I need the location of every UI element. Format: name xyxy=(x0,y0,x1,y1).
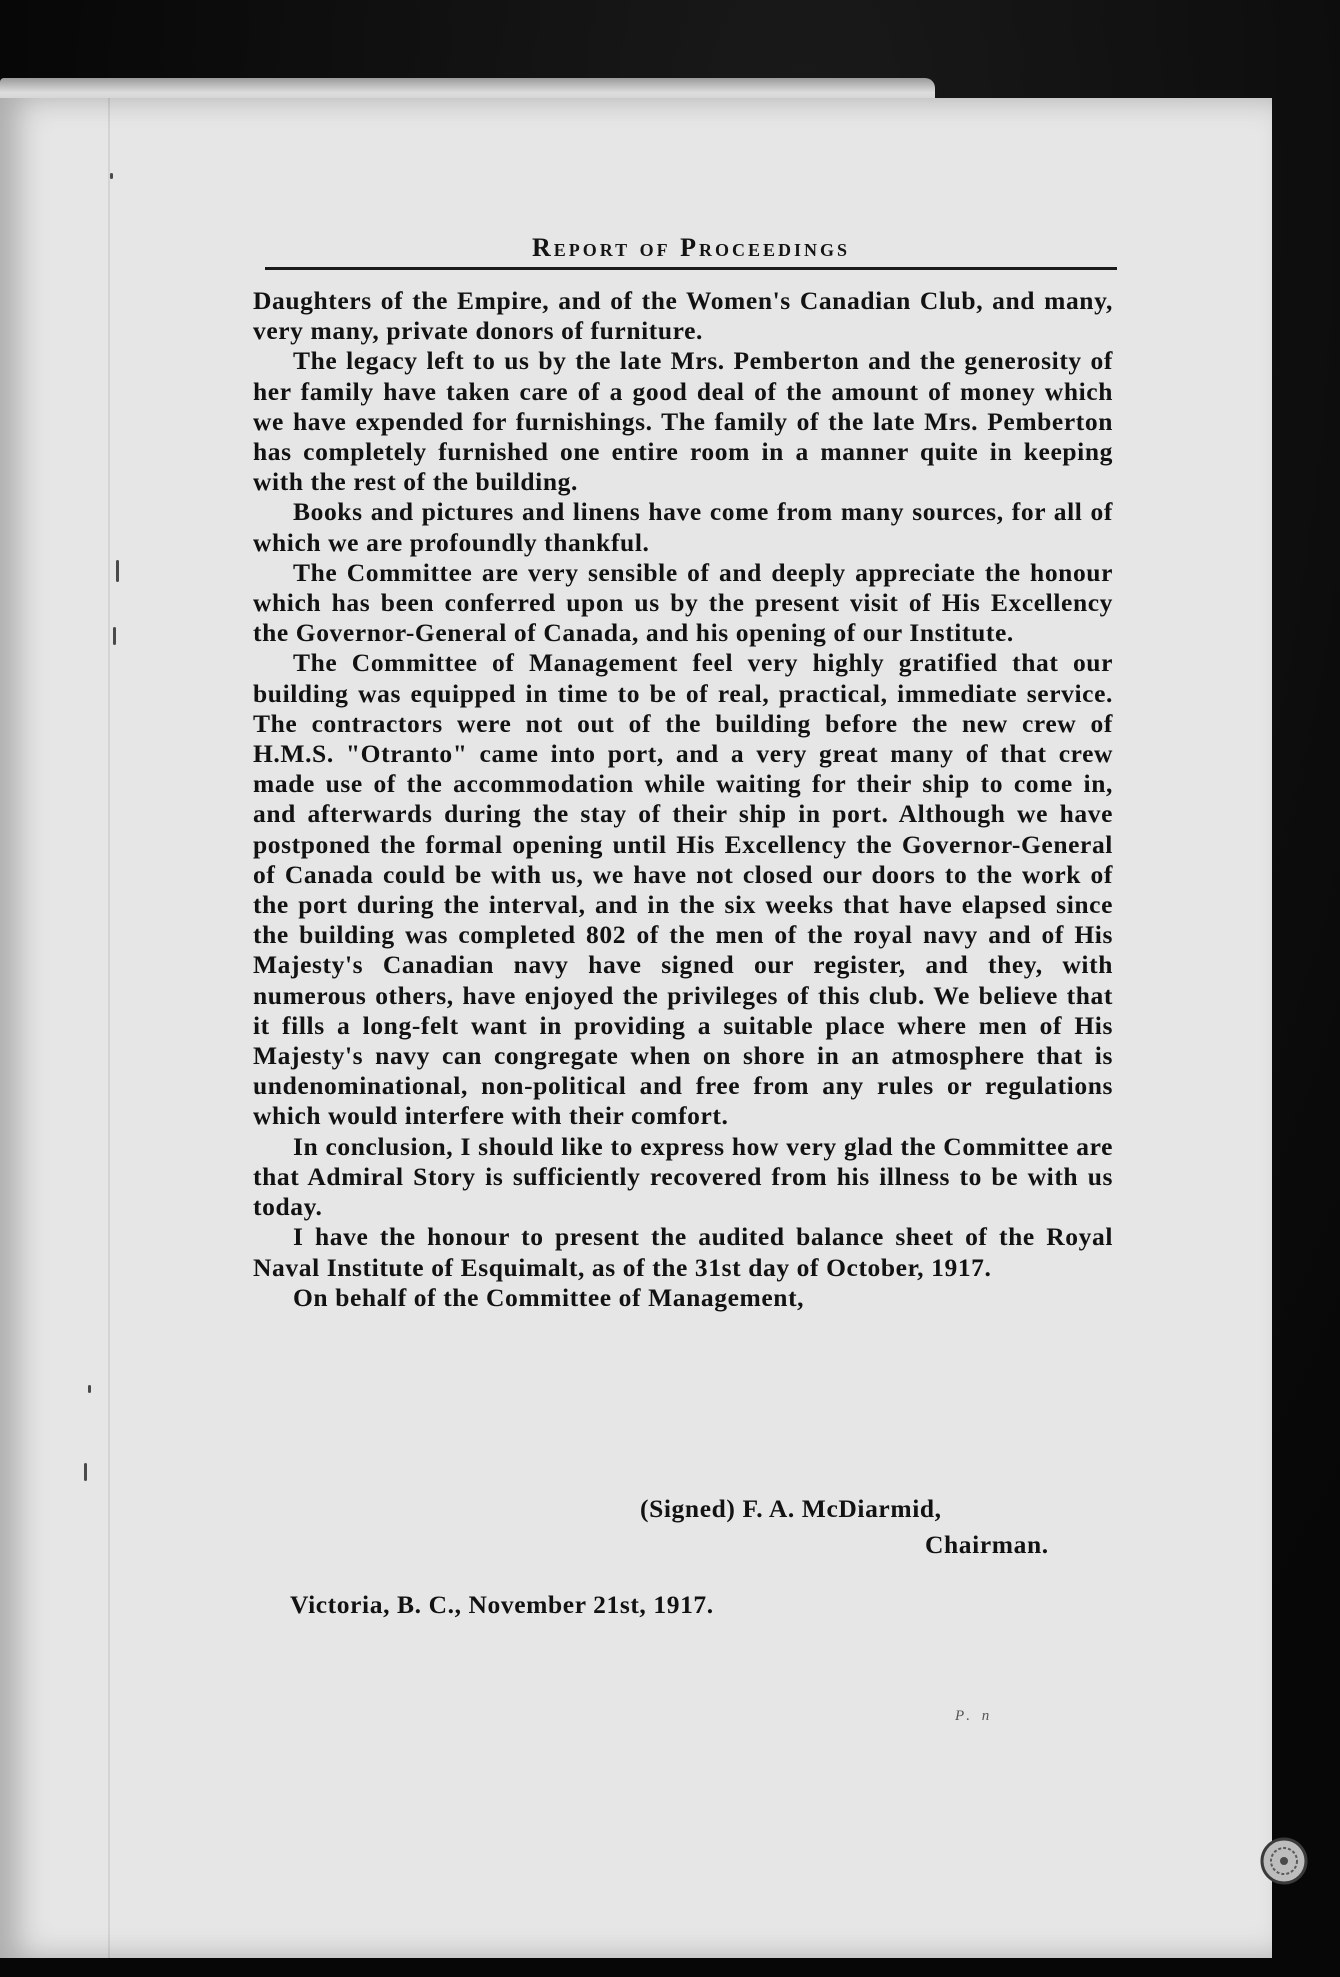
paragraph: The Committee of Management feel very highly gratified that our building was equipped in time to be of real, practical, immediate service. The contractors were not out of the building before the new crew of H.M.S. "Otranto" came into port, and a very great many of that crew made use of the accommodation while waiting for their ship to come in, and afterwards during the stay of their ship in port. Although we have postponed the formal opening until His Excellency the Governor-General of Canada could be with us, we have not closed our doors to the work of the port during the interval, and in the six weeks that have elapsed since the building was completed 802 of the men of the royal navy and of His Majesty's Canadian navy have signed our register, and they, with numerous others, have enjoyed the privileges of this club. We believe that it fills a long-felt want in providing a suitable place where men of His Majesty's navy can congregate when on shore in an atmosphere that is undenominational, non-political and free from any rules or regulations which would interfere with their comfort. xyxy=(253,648,1113,1131)
body-text xyxy=(253,286,1113,1313)
margin-mark xyxy=(88,1385,91,1393)
paragraph: Books and pictures and linens have come from many sources, for all of which we are profoundly thankful. xyxy=(253,497,1113,557)
place-date-line: Victoria, B. C., November 21st, 1917. xyxy=(290,1590,714,1619)
margin-mark xyxy=(113,627,116,645)
signer-title: Chairman. xyxy=(925,1530,1049,1559)
paragraph: The Committee are very sensible of and deeply appreciate the honour which has been conferred upon us by the present visit of His Excellency the Governor-General of Canada, and his opening of our Institute. xyxy=(253,557,1113,648)
margin-mark xyxy=(84,1463,87,1481)
paragraph: The legacy left to us by the late Mrs. Pemberton and the generosity of her family have taken care of a good deal of the amount of money which we have expended for furnishings. The family of the late Mrs. Pemberton has completely furnished one entire room in a manner quite in keeping with the rest of the building. xyxy=(253,346,1113,497)
faint-stamp-text: P. n xyxy=(955,1708,994,1724)
header-rule xyxy=(265,267,1117,270)
paragraph: In conclusion, I should like to express how very glad the Committee are that Admiral Story is sufficiently recovered from his illness to be with us today. xyxy=(253,1131,1113,1222)
seal-icon xyxy=(1258,1835,1310,1887)
signoff-line: On behalf of the Committee of Management, xyxy=(293,1282,805,1312)
paragraph: Daughters of the Empire, and of the Women's Canadian Club, and many, very many, private donors of furniture. xyxy=(253,286,1113,346)
margin-mark xyxy=(116,560,119,582)
signature-line: (Signed) F. A. McDiarmid, xyxy=(640,1494,942,1523)
paragraph: I have the honour to present the audited balance sheet of the Royal Naval Institute of Esquimalt, as of the 31st day of October, 1917. xyxy=(253,1222,1113,1282)
margin-mark xyxy=(110,173,113,179)
running-header: Report of Proceedings xyxy=(531,233,851,262)
page-gutter-line xyxy=(108,98,110,1958)
